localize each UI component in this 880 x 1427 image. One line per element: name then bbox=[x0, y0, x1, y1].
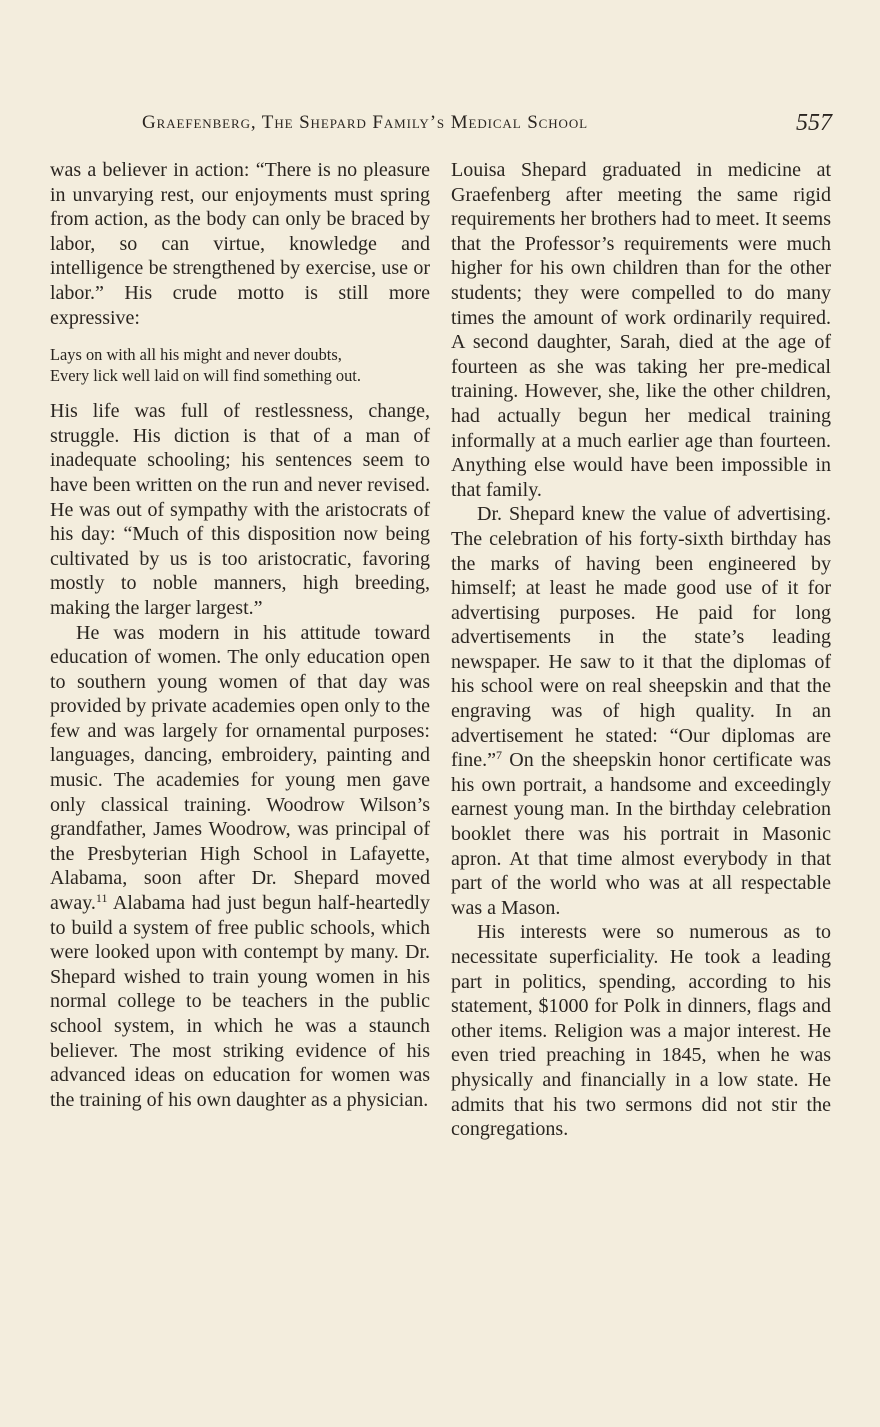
footnote-ref: 7 bbox=[495, 748, 502, 763]
verse-line: Lays on with all his might and never doubts, bbox=[50, 345, 342, 365]
left-column bbox=[50, 158, 430, 1112]
footnote-ref: 11 bbox=[95, 891, 108, 906]
verse-quote bbox=[50, 344, 430, 386]
paragraph-text: He was modern in his attitude toward education of women. The only education open to southern young women of that day was provided by private academies open only to the few and was largely for ornamental purposes: languages, dancing, embroidery, painting and music. The academies for young men gave only classical training. Woodrow Wilson’s grandfather, James Woodrow, was principal of the Presbyterian High School in Lafayette, Alabama, soon after Dr. Shepard moved away. bbox=[50, 621, 430, 915]
right-column bbox=[451, 158, 831, 1142]
paragraph-text: Alabama had just begun half-heartedly to build a system of free public schools, which were looked upon with contempt by many. Dr. Shepard wished to train young women in his normal college to be teachers in the public school system, in which he was a staunch believer. The most striking evidence of his advanced ideas on education for women was the training of his own daughter as a physician. bbox=[50, 892, 430, 1111]
paragraph-text: On the sheepskin honor certificate was his own portrait, a handsome and exceedingly earnest young man. In the birthday celebration booklet there was his portrait in Masonic apron. At that time almost everybody in that part of the world who was at all respectable was a Mason. bbox=[451, 749, 831, 919]
paragraph: His life was full of restlessness, change, struggle. His diction is that of a man of inadequate schooling; his sentences seem to have been written on the run and never revised. He was out of sympathy with the aristocrats of his day: “Much of this disposition now being cultivated by us is too aristocratic, favoring mostly to noble manners, high breeding, making the larger largest.” bbox=[50, 400, 430, 619]
paragraph bbox=[50, 621, 430, 1113]
paragraph-text: Dr. Shepard knew the value of advertising. The celebration of his forty-sixth birthday has the marks of having been engineered by himself; at least he made good use of it for advertising purposes. He paid for long advertisements in the state’s leading newspaper. He saw to it that the diplomas of his school were on real sheepskin and that the engraving was of high quality. In an advertisement he stated: “Our diplomas are fine.” bbox=[451, 503, 831, 772]
paragraph: was a believer in action: “There is no pleasure in unvarying rest, our enjoyments must spring from action, as the body can only be braced by labor, so can virtue, knowledge and intelligence be strengthened by exercise, use or labor.” His crude motto is still more expressive: bbox=[50, 159, 430, 329]
page-number: 557 bbox=[796, 110, 832, 136]
paragraph: His interests were so numerous as to necessitate superficiality. He took a leading part in politics, spending, according to his statement, $1000 for Polk in dinners, flags and other items. Religion was a major interest. He even tried preaching in 1845, when he was physically and financially in a low state. He admits that his two sermons did not stir the congregations. bbox=[451, 921, 831, 1141]
paragraph bbox=[451, 502, 831, 920]
running-title: Graefenberg, The Shepard Family’s Medical School bbox=[142, 112, 588, 133]
paragraph: Louisa Shepard graduated in medicine at Graefenberg after meeting the same rigid requirements her brothers had to meet. It seems that the Professor’s requirements were much higher for his own children than for the other students; they were compelled to do many times the amount of work ordinarily required. A second daughter, Sarah, died at the age of fourteen as she was taking her pre-medical training. However, she, like the other children, had actually begun her medical training informally at a much earlier age than fourteen. Anything else would have been impossible in that family. bbox=[451, 159, 831, 501]
running-head bbox=[142, 112, 832, 142]
verse-line: Every lick well laid on will find something out. bbox=[50, 366, 361, 386]
